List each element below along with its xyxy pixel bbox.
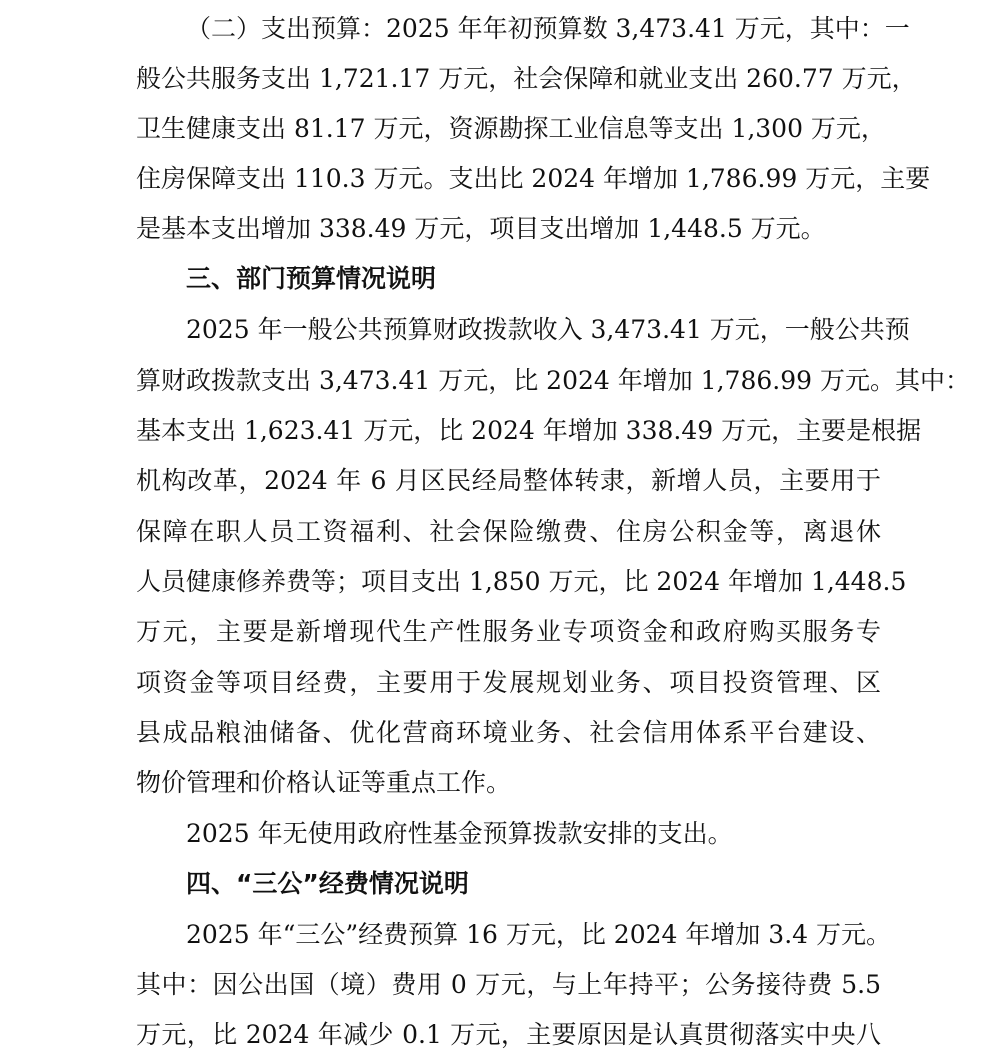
- dept-budget-line-5: 保障在职人员工资福利、社会保险缴费、住房公积金等，离退休: [136, 517, 881, 546]
- three-public-line-2: 其中：因公出国（境）费用 0 万元，与上年持平；公务接待费 5.5: [136, 970, 881, 999]
- dept-budget-line-6: 人员健康修养费等；项目支出 1,850 万元，比 2024 年增加 1,448.5: [136, 567, 907, 596]
- expenditure-line-2: 般公共服务支出 1,721.17 万元，社会保障和就业支出 260.77 万元，: [136, 64, 917, 93]
- dept-budget-line-9: 县成品粮油储备、优化营商环境业务、社会信用体系平台建设、: [136, 718, 881, 747]
- dept-budget-line-8: 项资金等项目经费，主要用于发展规划业务、项目投资管理、区: [136, 668, 881, 697]
- dept-budget-line-2: 算财政拨款支出 3,473.41 万元，比 2024 年增加 1,786.99 万元。其中：: [136, 366, 970, 395]
- expenditure-line-4: 住房保障支出 110.3 万元。支出比 2024 年增加 1,786.99 万元，主要: [136, 164, 931, 193]
- expenditure-line-1: （二）支出预算：2025 年年初预算数 3,473.41 万元，其中：一: [186, 14, 910, 43]
- expenditure-line-5: 是基本支出增加 338.49 万元，项目支出增加 1,448.5 万元。: [136, 214, 826, 243]
- section-heading-4: 四、“三公”经费情况说明: [186, 869, 469, 898]
- dept-budget-line-7: 万元，主要是新增现代生产性服务业专项资金和政府购买服务专: [136, 617, 881, 646]
- dept-budget-line-4: 机构改革，2024 年 6 月区民经局整体转隶，新增人员，主要用于: [136, 466, 881, 495]
- fund-line: 2025 年无使用政府性基金预算拨款安排的支出。: [186, 819, 733, 848]
- dept-budget-line-1: 2025 年一般公共预算财政拨款收入 3,473.41 万元，一般公共预: [186, 315, 910, 344]
- dept-budget-line-3: 基本支出 1,623.41 万元，比 2024 年增加 338.49 万元，主要是根据: [136, 416, 922, 445]
- three-public-line-3: 万元，比 2024 年减少 0.1 万元，主要原因是认真贯彻落实中央八: [136, 1020, 881, 1049]
- three-public-line-1: 2025 年“三公”经费预算 16 万元，比 2024 年增加 3.4 万元。: [186, 920, 892, 949]
- expenditure-line-3: 卫生健康支出 81.17 万元，资源勘探工业信息等支出 1,300 万元，: [136, 114, 886, 143]
- dept-budget-line-10: 物价管理和价格认证等重点工作。: [136, 768, 512, 797]
- section-heading-3: 三、部门预算情况说明: [186, 264, 437, 293]
